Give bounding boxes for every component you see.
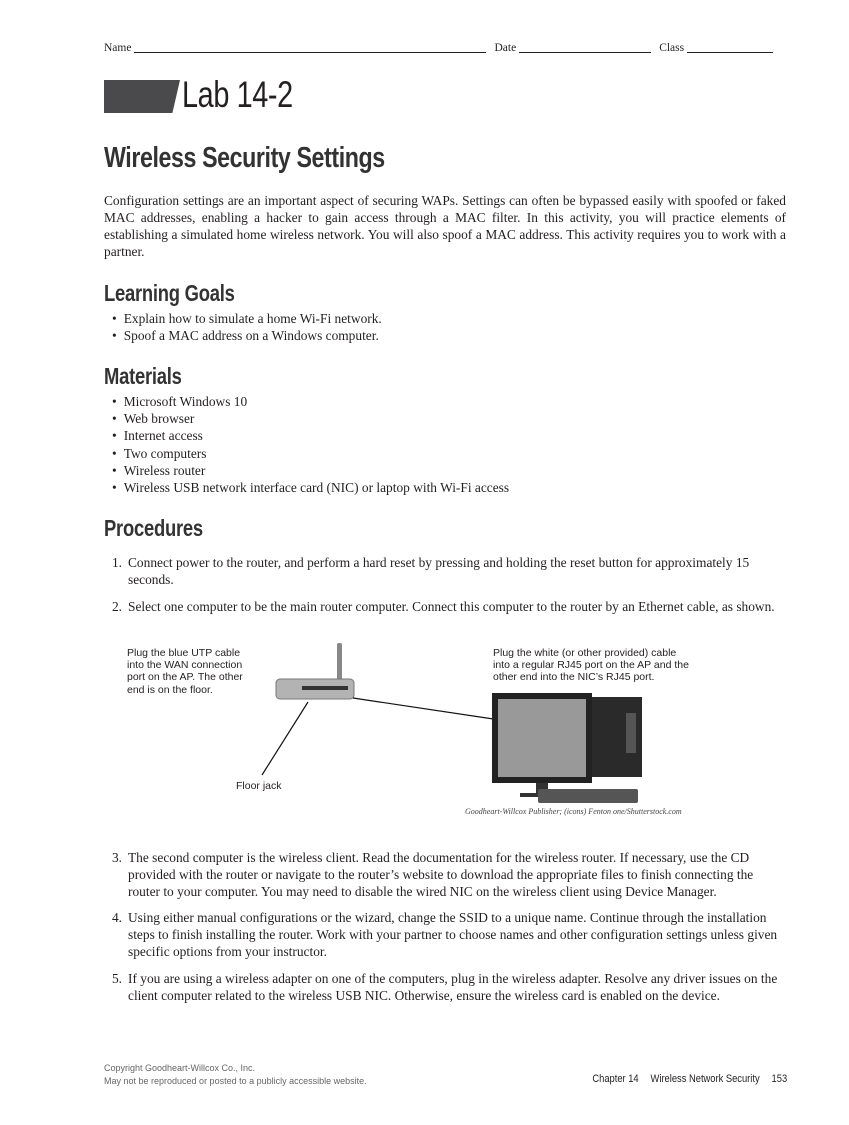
student-info-header bbox=[104, 42, 786, 54]
desktop-computer-icon bbox=[492, 693, 642, 803]
callout-wan-cable: Plug the blue UTP cable into the WAN connection port on the AP. The other end is on the floor. bbox=[127, 647, 243, 696]
copyright-notice: May not be reproduced or posted to a publicly accessible website. bbox=[104, 1075, 367, 1086]
step-text: If you are using a wireless adapter on one of the computers, plug in the wireless adapter. Resolve any driver issues on the client computer related to the wireless USB NIC. Otherwise, ensure the wireless card is enabled on the device. bbox=[128, 970, 778, 1003]
list-item: • Microsoft Windows 10 bbox=[112, 393, 509, 410]
list-item: • Two computers bbox=[112, 445, 509, 462]
procedures-list-b bbox=[104, 849, 786, 1014]
step-text: Using either manual configurations or the wizard, change the SSID to a unique name. Continue through the installation steps to finish installing the router. Work with your partner to choose names and other configuration settings unless given specific options from your instructor. bbox=[128, 910, 778, 960]
procedure-step bbox=[104, 598, 786, 615]
list-item: • Explain how to simulate a home Wi-Fi network. bbox=[112, 310, 382, 327]
step-number: 1. bbox=[111, 555, 122, 570]
procedure-step bbox=[104, 849, 786, 900]
step-text: Select one computer to be the main router computer. Connect this computer to the router by an Ethernet cable, as shown. bbox=[128, 599, 775, 615]
date-label: Date bbox=[494, 42, 517, 54]
name-label: Name bbox=[104, 42, 132, 54]
lab-number: Lab 14-2 bbox=[182, 74, 293, 115]
lab-banner-block bbox=[104, 80, 180, 113]
figure-credit: Goodheart-Willcox Publisher; (icons) Fenton one/Shutterstock.com bbox=[465, 807, 682, 816]
list-item: • Wireless router bbox=[112, 462, 509, 479]
copyright-text: Copyright Goodheart-Willcox Co., Inc. bbox=[104, 1063, 256, 1073]
copyright-footer bbox=[104, 1062, 367, 1087]
intro-paragraph: Configuration settings are an important aspect of securing WAPs. Settings can often be bypassed easily with spoofed or faked MAC addresses, enabling a hacker to gain access through a MAC filter. In this activity, you will practice elements of establishing a simulated home wireless network. You will also spoof a MAC address. This activity requires you to work with a partner. bbox=[104, 193, 786, 260]
list-item: • Spoof a MAC address on a Windows computer. bbox=[112, 327, 382, 344]
router-icon bbox=[276, 643, 354, 699]
step-number: 2. bbox=[111, 599, 122, 615]
list-item: • Internet access bbox=[112, 427, 509, 444]
list-item: • Wireless USB network interface card (NIC) or laptop with Wi-Fi access bbox=[112, 479, 509, 496]
class-label: Class bbox=[659, 42, 685, 54]
step-text: Connect power to the router, and perform a hard reset by pressing and holding the reset button for approximately 15 seconds. bbox=[128, 555, 750, 588]
list-item: • Web browser bbox=[112, 410, 509, 427]
date-field[interactable] bbox=[519, 42, 651, 53]
materials-heading: Materials bbox=[104, 363, 182, 389]
learning-goals-heading: Learning Goals bbox=[104, 280, 235, 306]
name-field[interactable] bbox=[134, 42, 486, 53]
class-field[interactable] bbox=[687, 42, 773, 53]
wan-cable-line bbox=[262, 702, 308, 775]
step-number: 4. bbox=[111, 910, 122, 926]
lan-cable-line bbox=[353, 698, 500, 720]
network-diagram bbox=[220, 635, 700, 805]
step-number: 5. bbox=[111, 970, 122, 986]
chapter-label: Chapter 14 bbox=[592, 1073, 639, 1085]
chapter-title: Wireless Network Security bbox=[650, 1073, 760, 1085]
procedures-list-a bbox=[104, 554, 786, 625]
page-title: Wireless Security Settings bbox=[104, 142, 385, 174]
page-footer bbox=[580, 1073, 787, 1085]
step-text: The second computer is the wireless client. Read the documentation for the wireless router. If necessary, use the CD provided with the router or navigate to the router’s website to download the appropriate files to finish connecting the router to your computer. You may need to disable the wired NIC on the wireless client using Device Manager. bbox=[128, 850, 754, 900]
procedure-step bbox=[104, 554, 786, 588]
learning-goals-list bbox=[112, 310, 382, 344]
procedures-heading: Procedures bbox=[104, 515, 203, 541]
procedure-step bbox=[104, 909, 786, 960]
step-number: 3. bbox=[111, 850, 122, 865]
page-number: 153 bbox=[771, 1073, 787, 1085]
materials-list bbox=[112, 393, 509, 496]
callout-lan-cable: Plug the white (or other provided) cable into a regular RJ45 port on the AP and the other end into the NIC’s RJ45 port. bbox=[493, 647, 689, 684]
procedure-step bbox=[104, 970, 786, 1004]
floor-jack-label: Floor jack bbox=[236, 780, 282, 792]
